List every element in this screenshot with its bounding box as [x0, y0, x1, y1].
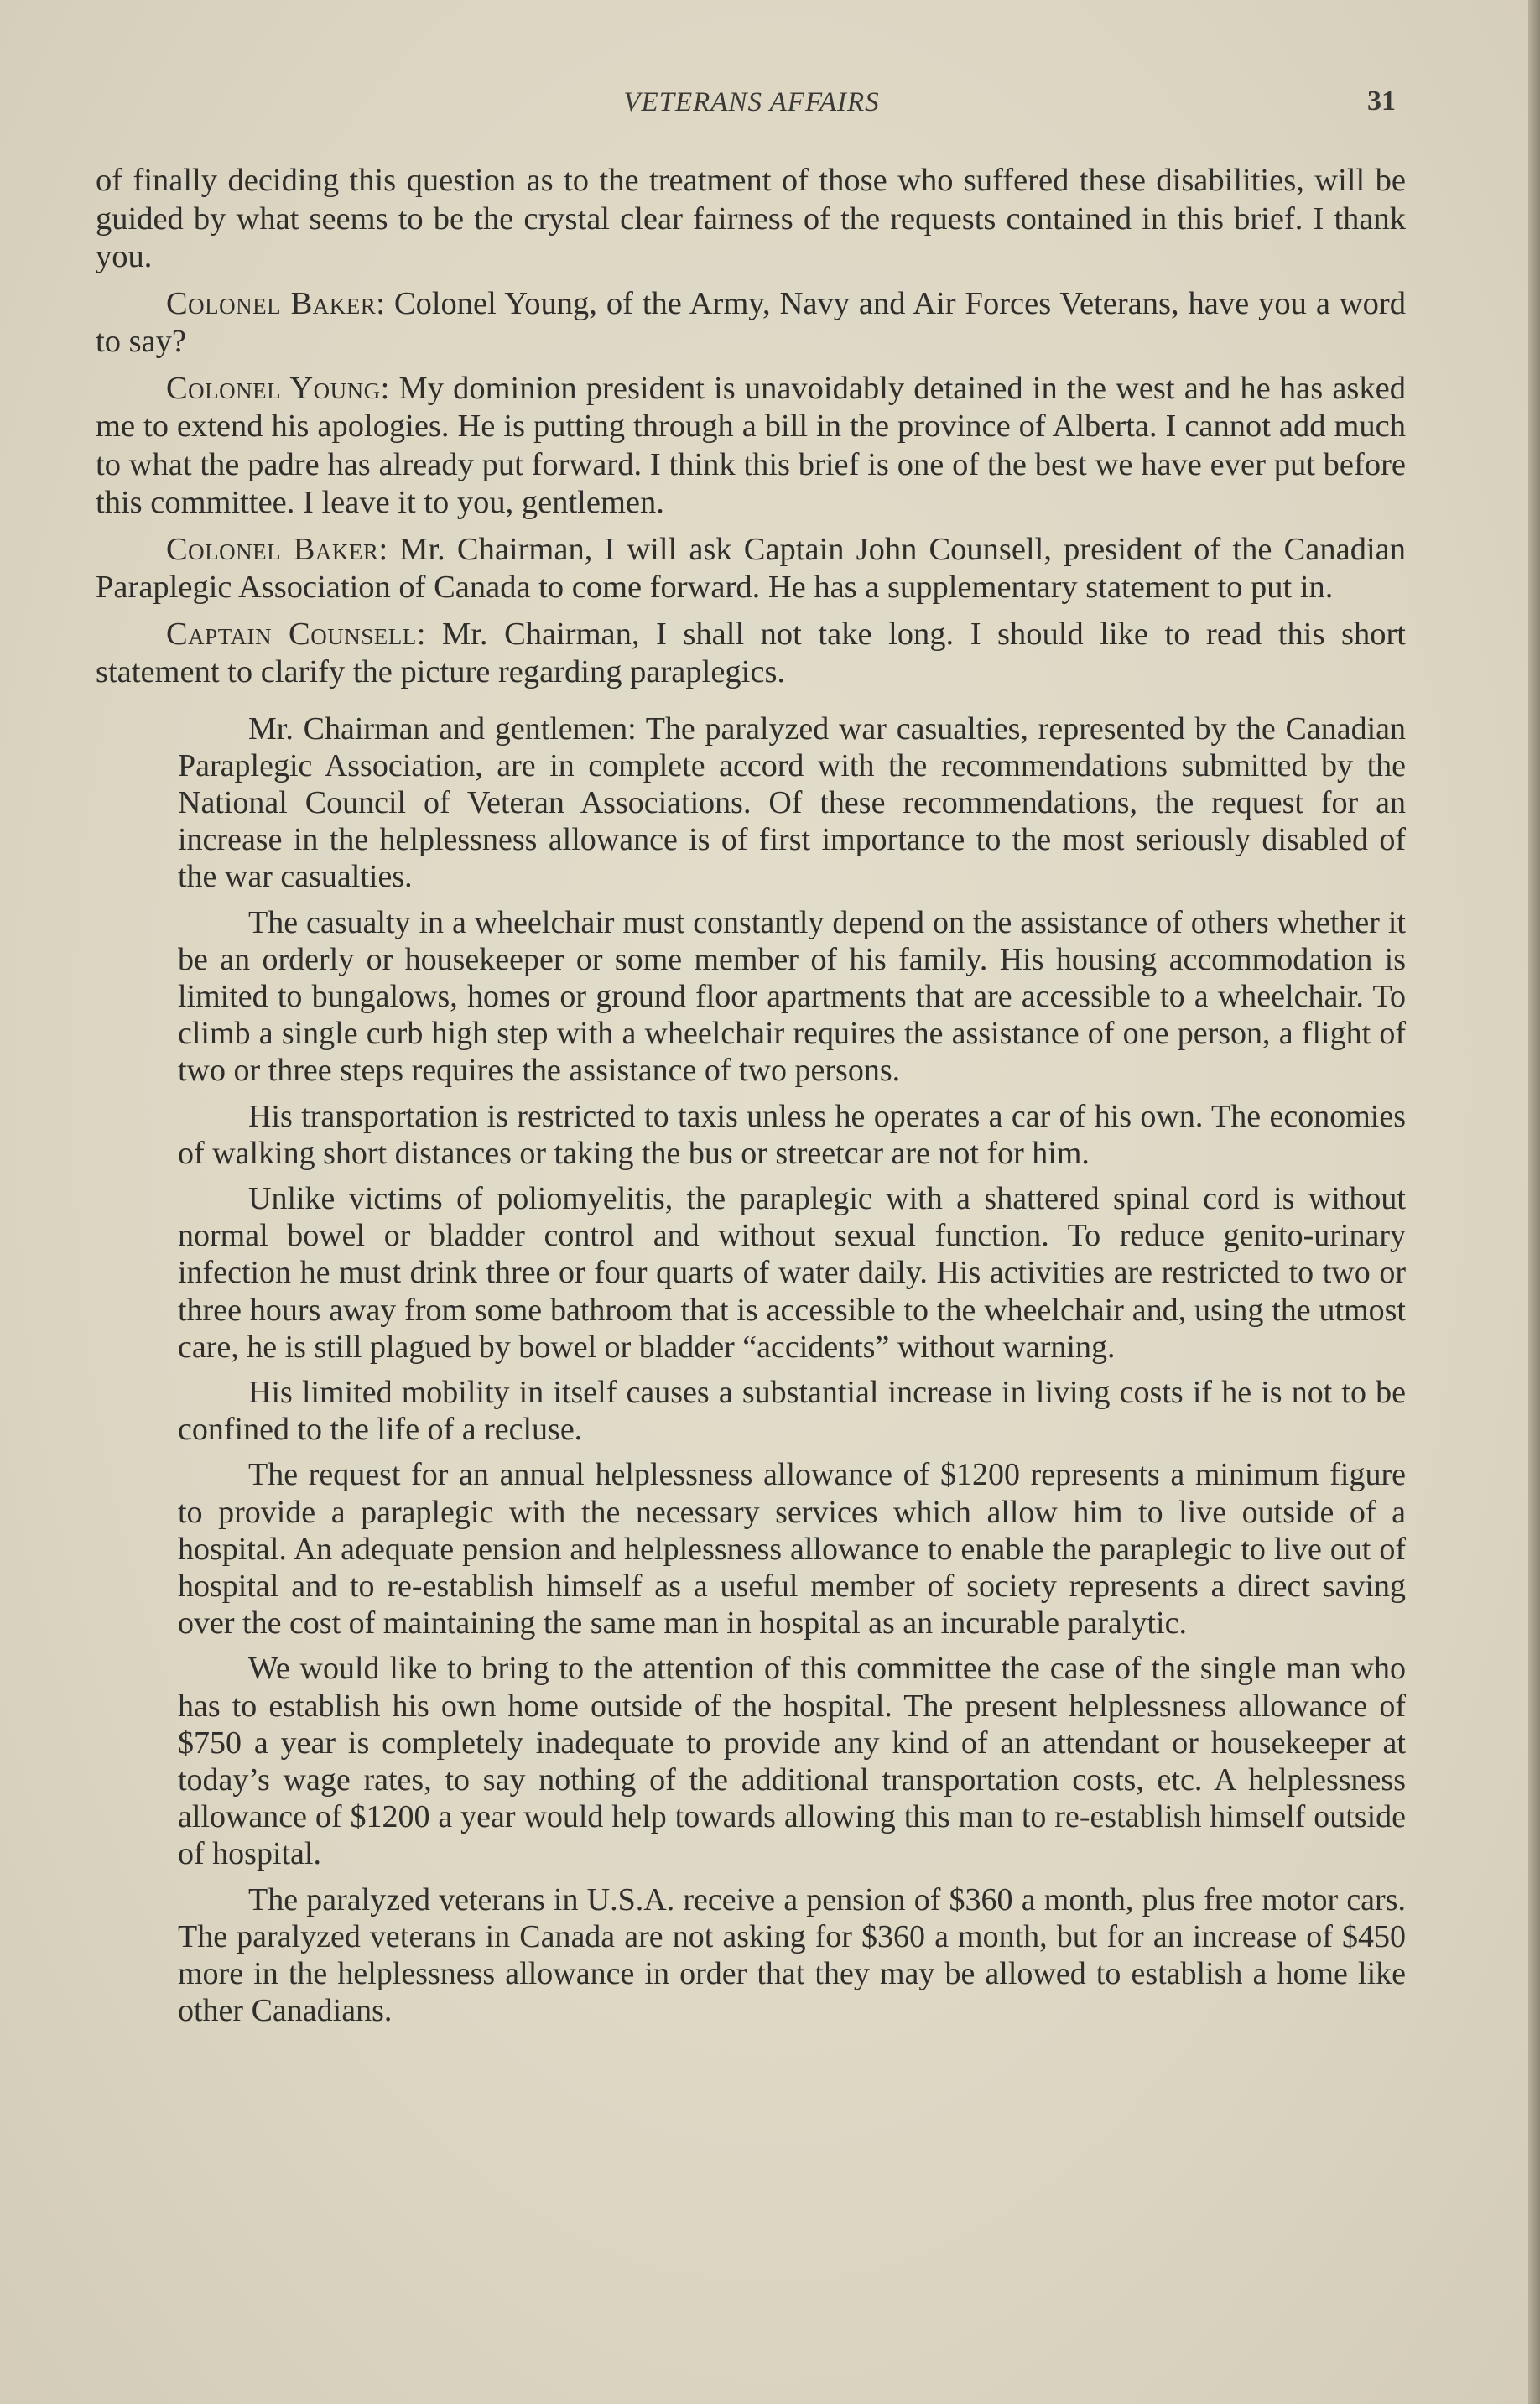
paragraph-text: of finally deciding this question as to the treatment of those who suffered these disabilities, will be guided by what seems to be the crystal clear fairness of the requests contained in this brief. I thank you. [96, 163, 1406, 274]
speech-paragraph [96, 531, 1406, 607]
quoted-statement [96, 710, 1406, 2030]
statement-paragraph: Unlike victims of poliomyelitis, the paraplegic with a shattered spinal cord is without normal bowel or bladder control and without sexual function. To reduce genito-urinary infection he must drink three or four quarts of water daily. His activities are restricted to two or three hours away from some bathroom that is accessible to the wheelchair and, using the utmost care, he is still plagued by bowel or bladder “accidents” without warning. [178, 1180, 1406, 1365]
statement-paragraph: Mr. Chairman and gentlemen: The paralyzed war casualties, represented by the Canadian Paraplegic Association, are in complete accord with the recommendations submitted by the National Council of Veteran Associations. Of these recommendations, the request for an increase in the helplessness allowance is of first importance to the most seriously disabled of the war casualties. [178, 710, 1406, 895]
statement-paragraph: His transportation is restricted to taxis unless he operates a car of his own. The economies of walking short distances or taking the bus or streetcar are not for him. [178, 1098, 1406, 1171]
speech-text: : Mr. Chairman, I will ask Captain John Counsell, president of the Canadian Paraplegic Association of Canada to come forward. He has a supplementary statement to put in. [96, 531, 1406, 605]
speech-paragraph [96, 370, 1406, 523]
page-number: 31 [1367, 86, 1396, 117]
page-body [96, 162, 1406, 2037]
speech-paragraph [96, 616, 1406, 692]
running-title: VETERANS AFFAIRS [623, 87, 880, 117]
running-header [0, 87, 1540, 129]
speech-text: : Colonel Young, of the Army, Navy and Air Forces Veterans, have you a word to say? [96, 285, 1406, 359]
statement-paragraph: The request for an annual helplessness allowance of $1200 represents a minimum figure to provide a paraplegic with the necessary services which allow him to live outside of a hospital. An adequate pension and helplessness allowance to enable the paraplegic to live out of hospital and to re-establish himself as a useful member of society represents a direct saving over the cost of maintaining the same man in hospital as an incurable paralytic. [178, 1457, 1406, 1642]
speech-text: : Mr. Chairman, I shall not take long. I should like to read this short statement to clarify the picture regarding paraplegics. [96, 616, 1407, 689]
speaker-name: Captain Counsell [166, 616, 417, 652]
speech-text: : My dominion president is unavoidably detained in the west and he has asked me to extend his apologies. He is putting through a bill in the province of Alberta. I cannot add much to what the padre has already put forward. I think this brief is one of the best we have ever put before this committee. I leave it to you, gentlemen. [96, 370, 1406, 520]
speaker-name: Colonel Baker [166, 285, 377, 321]
statement-paragraph: We would like to bring to the attention of this committee the case of the single man who has to establish his own home outside of the hospital. The present helplessness allowance of $750 a year is completely inadequate to provide any kind of an attendant or housekeeper at today’s wage rates, to say nothing of the additional transportation costs, etc. A helplessness allowance of $1200 a year would help towards allowing this man to re-establish himself outside of hospital. [178, 1651, 1406, 1872]
statement-paragraph: The paralyzed veterans in U.S.A. receive a pension of $360 a month, plus free motor cars. The paralyzed veterans in Canada are not asking for $360 a month, but for an increase of $450 more in the helplessness allowance in order that they may be allowed to establish a home like other Canadians. [178, 1881, 1406, 2029]
paragraph-continuation [96, 162, 1406, 277]
speaker-name: Colonel Young [166, 370, 381, 406]
statement-paragraph: The casualty in a wheelchair must constantly depend on the assistance of others whether it be an orderly or housekeeper or some member of his family. His housing accommodation is limited to bungalows, homes or ground floor apartments that are accessible to a wheelchair. To climb a single curb high step with a wheelchair requires the assistance of one person, a flight of two or three steps requires the assistance of two persons. [178, 904, 1406, 1089]
speaker-name: Colonel Baker [166, 531, 379, 567]
speech-paragraph [96, 285, 1406, 362]
page-edge-shadow [1528, 0, 1540, 2404]
statement-paragraph: His limited mobility in itself causes a substantial increase in living costs if he is not to be confined to the life of a recluse. [178, 1374, 1406, 1448]
